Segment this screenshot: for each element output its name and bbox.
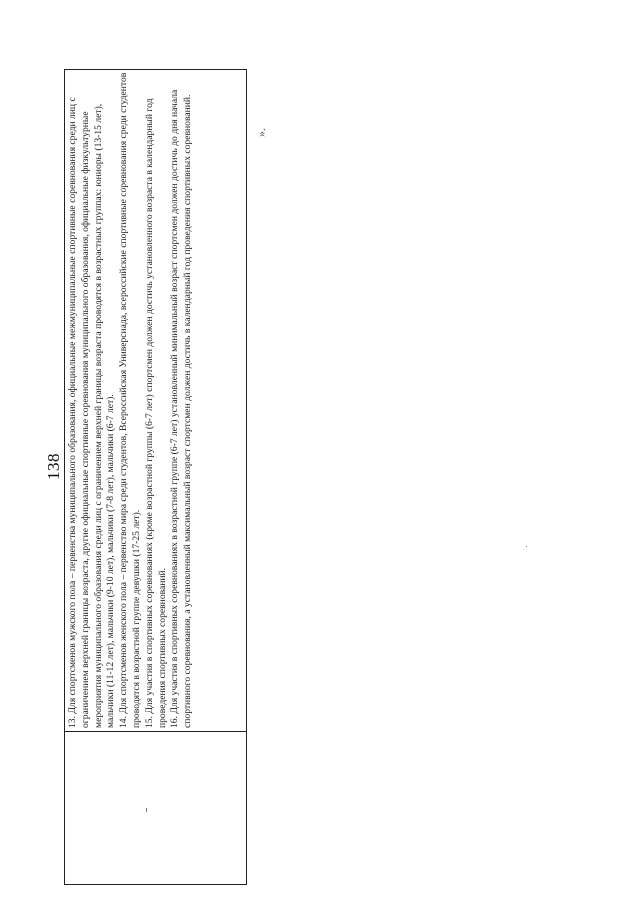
scan-speck [526,546,527,547]
paragraph-15: 15. Для участия в спортивных соревнованиях (кроме возрастной группы (6-7 лет) спортсмен должен достичь установленного возраста в календарный год проведения спортивных соревнований. [143,98,168,728]
paragraph-16: 16. Для участия в спортивных соревнованиях в возрастной группе (6-7 лет) установленный минимальный возраст спортсмен должен достичь до дня начала спортивного соревнования, а установленный максимальный возраст спортсмен должен достичь в календарный год проведения спортивных соревнований. [169,89,194,728]
closing-quote-mark: ». [254,128,268,137]
page-number: 138 [44,453,63,480]
column-divider [65,731,246,732]
paragraph-13: 13. Для спортсменов мужского пола – первенства муниципального образования, официальные межмуниципальные спортивные соревнования среди лиц с ограничением верхней границы возраста, другие официальные спортивные соревнования муниципального образования, официальные физкультурные мероприятия муниципального образования среди лиц с ограничением верхней границы возраста проводятся в возрастных группах: юниоры (13-15 лет), мальчики (11-12 лет), мальчики (9-10 лет), мальчики (7-8 лет), мальчики (6-7 лет). [67,97,117,728]
paragraph-14: 14. Для спортсменов женского пола – первенство мира среди студентов, Всероссийская Универсиада, всероссийские спортивные соревнования среди студентов проводятся в возрастной группе девушки (17-25 лет). [118,72,142,728]
scan-speck [146,808,147,812]
table-frame [64,69,247,885]
table-text-cell [67,72,245,728]
